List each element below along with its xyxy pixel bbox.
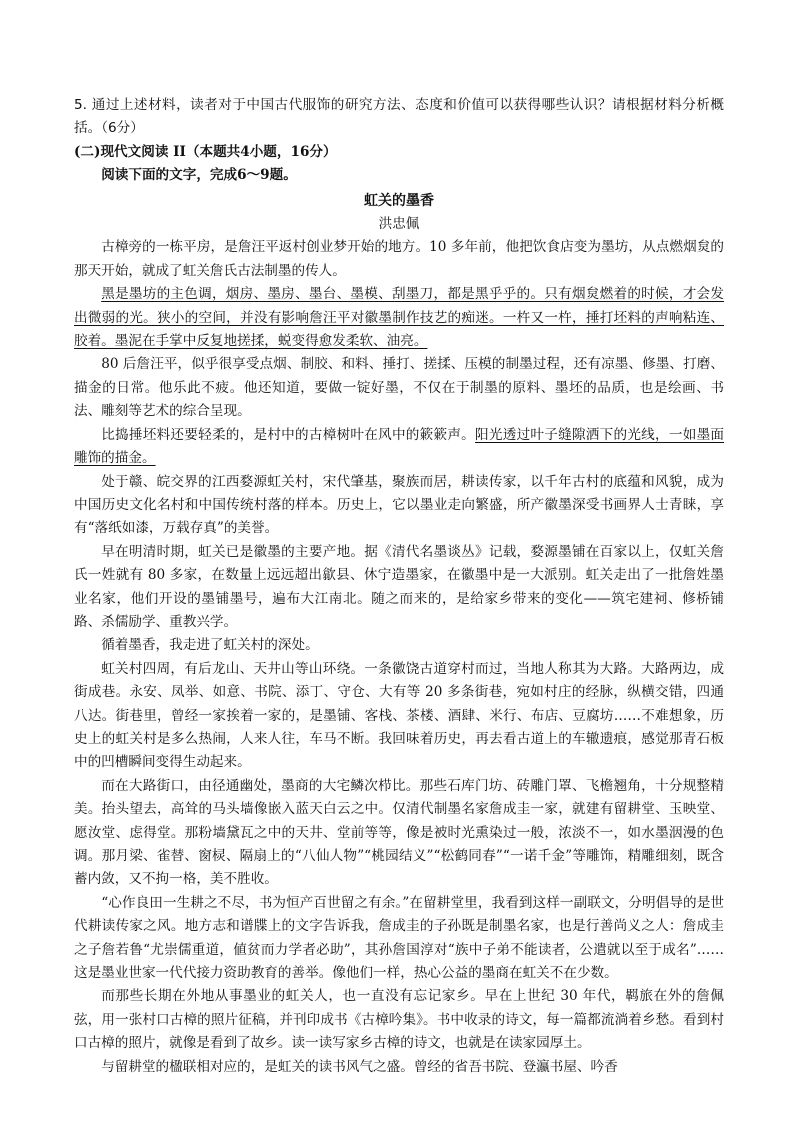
paragraph-3: 80 后詹汪平，似乎很享受点烟、制胶、和料、捶打、搓揉、压模的制墨过程，还有凉墨、修墨、打磨、描金的日常。他乐此不疲。他还知道，要做一锭好墨，不仅在于制墨的原料、墨坯的品质，也是绘画、书法、雕刻等艺术的综合呈现。: [74, 356, 724, 420]
article-author: 洪忠佩: [378, 216, 420, 233]
paragraph-4-text: 比捣捶坯料还要轻柔的，是村中的古樟树叶在风中的簌簌声。: [101, 426, 476, 443]
paragraph-10: “心作良田一生耕之不尽，书为恒产百世留之有余。”在留耕堂里，我看到这样一副联文，分明倡导的是世代耕读传家之风。地方志和谱牒上的文字告诉我，詹成圭的子孙既是制墨名家，也是行善尚义之人：詹成圭之子詹若鲁“尤崇儒重道，値贫而力学者必助”，其孙詹国淳对“族中子弟不能读者，公遣就以至于成名”……这是墨业世家一代代接力资助教育的善举。像他们一样，热心公益的墨商在虹关不在少数。: [74, 894, 724, 982]
paragraph-2-underlined: 黑是墨坊的主色调，烟房、墨房、墨台、墨模、刮墨刀，都是黑乎乎的。只有烟炱燃着的时候，才会发出微弱的光。狭小的空间，并没有影响詹汪平对徽墨制作技艺的痴迷。一杵又一杵，捶打坯料的声响粘连、胶着。墨泥在手掌中反复地搓揉，蜕变得愈发柔软、油亮。: [74, 286, 724, 350]
reading-instruction: 阅读下面的文字，完成6～9题。: [101, 167, 297, 184]
paragraph-6: 早在明清时期，虹关已是徽墨的主要产地。据《清代名墨谈丛》记载，婺源墨铺在百家以上，仅虹关詹氏一姓就有 80 多家，在数量上远远超出歙县、休宁造墨家，在徽墨中是一大派别。虹关走出了一批詹姓墨业名家，他们开设的墨铺墨号，遍布大江南北。随之而来的，是给家乡带来的变化——筑宅建祠、修桥铺路、杀儒励学、重教兴学。: [74, 543, 724, 630]
section-heading: (二)现代文阅读 II（本题共4小题，16分）: [74, 143, 337, 160]
article-title: 虹关的墨香: [364, 192, 434, 209]
question-5: 5. 通过上述材料，读者对于中国古代服饰的研究方法、态度和价值可以获得哪些认识？请根据材料分析概括。（6分）: [74, 97, 724, 137]
paragraph-9: 而在大路街口，由径通幽处，墨商的大宅鳞次栉比。那些石库门坊、砖雕门罩、飞檐翘角，十分规整精美。抬头望去，高耸的马头墙像嵌入蓝天白云之中。仅清代制墨名家詹成圭一家，就建有留耕堂、玉映堂、愿汝堂、虑得堂。那粉墙黛瓦之中的天井、堂前等等，像是被时光熏染过一般，浓淡不一，如水墨洇漫的色调。那月梁、雀替、窗棂、隔扇上的“八仙人物”“桃园结义”“松鹤同春”“一诺千金”等雕饰，精雕细刻，既含蓄内敛，又不拘一格，美不胜收。: [74, 777, 724, 888]
paragraph-4: [74, 424, 724, 471]
paragraph-12: 与留耕堂的楹联相对应的，是虹关的读书风气之盛。曾经的省吾书院、登瀛书屋、吟香: [101, 1058, 618, 1075]
paragraph-7: 循着墨香，我走进了虹关村的深处。: [101, 637, 319, 654]
paragraph-4-underlined: 阳光透过叶子缝隙洒下的光线，一如墨面雕饰的描金。: [74, 426, 725, 467]
paragraph-5: 处于赣、皖交界的江西婺源虹关村，宋代肇基，聚族而居，耕读传家，以千年古村的底蕴和风貌，成为中国历史文化名村和中国传统村落的样本。历史上，它以墨业走向繁盛，所产徽墨深受书画界人士青睐，享有“落纸如漆，万载存真”的美誉。: [74, 473, 724, 537]
paragraph-8: 虹关村四周，有后龙山、天井山等山环绕。一条徽饶古道穿村而过，当地人称其为大路。大路两边，成街成巷。永安、凤举、如意、书院、添丁、守仓、大有等 20 多条街巷，宛如村庄的经脉，纵横交错，四通八达。街巷里，曾经一家挨着一家的，是墨铺、客栈、茶楼、酒肆、米行、布店、豆腐坊……不难想象，历史上的虹关村是多么热闹，人来人往，车马不断。我回味着历史，再去看古道上的车辙遗痕，感觉那青石板中的凹槽瞬间变得生动起来。: [74, 660, 724, 771]
paragraph-1: 古樟旁的一栋平房，是詹汪平返村创业梦开始的地方。10 多年前，他把饮食店变为墨坊，从点燃烟炱的那天开始，就成了虹关詹氏古法制墨的传人。: [74, 239, 724, 279]
paragraph-11: 而那些长期在外地从事墨业的虹关人，也一直没有忘记家乡。早在上世纪 30 年代，羁旅在外的詹佩弦，用一张村口古樟的照片征稿，并刊印成书《古樟吟集》。书中收录的诗文，每一篇都流淌着乡愁。看到村口古樟的照片，就像是看到了故乡。读一读写家乡古樟的诗文，也就是在读家园厚土。: [74, 988, 724, 1052]
